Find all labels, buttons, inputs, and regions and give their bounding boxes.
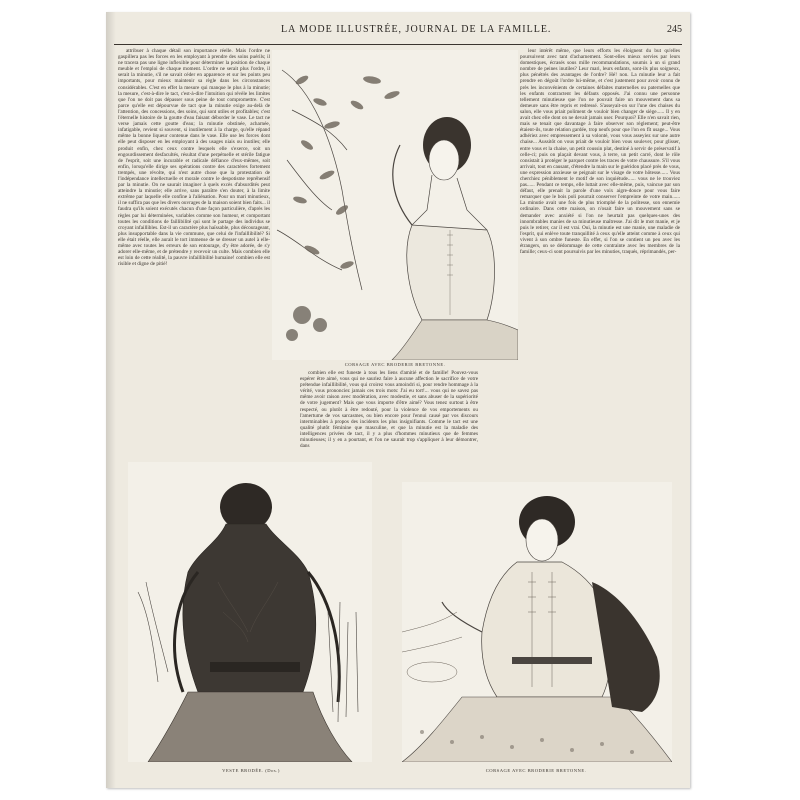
engraving-woman-sewing: [402, 482, 672, 762]
illustration-woman-picking-leaves: [272, 50, 518, 360]
caption-bottom-right: CORSAGE AVEC BRODERIE BRETONNE.: [485, 768, 587, 773]
left-column-text: attribuer à chaque détail son importance réelle. Mais l'ordre ne gaspillera pas les forces en les employant à prendre des soins puérils; il ne tracera pas une ligne inflexible pour déterminer la position de chaque meuble et l'emploi de chaque moment. L'ordre ne serait plus l'ordre, il serait la minutie, s'il ne savait céder en apparence et sur les points peu importants, pour mieux maintenir sa règle dans les circonstances considérables. C'est en effet la mesure qui manque le plus à la minutie; la mesure, c'est-à-dire le tact, c'est-à-dire l'intuition qui révèle les limites que l'on ne doit pas dépasser sous peine de tout compromettre. C'est parce qu'elle est dépourvue de tact que la minutie exige au-delà de l'attention, des concessions, des soins, qui sont utiles et profitables; c'est l'éternelle histoire de la goutte d'eau faisant déborder le vase. Le tact ne verse jamais cette goutte d'eau; la minutie obstinée, acharnée, infatigable, revient si souvent, si inutilement à la charge, qu'elle répand même la bonne liqueur contenue dans le vase. Elle use les forces dont elle peut disposer en les employant à des usages niais ou inutiles; elle produit enfin, chez ceux contre lesquels elle s'exerce, soit un engourdissement desfacultés, résultat d'une perpétuelle et stérile fatigue de l'esprit, soit une incurable et radicale défiance d'eux-mêmes, soit enfin, lorsqu'elle dirige ses opérations contre des caractères fortement trempés, une révolte, qui n'est autre chose que la protestation de l'indépendance intellectuelle et morale contre le despotisme repréhensif par la minutie. On ne saurait imaginer à quels excès d'absurdités peut atteindre la minutie; elle arrive, sans paraître s'en douter, à la limite extrême par laquelle elle confine à l'aliénation. Pour un mari minutieux, il ne suffira pas que les divers ouvrages de la maison soient bien faits... il faudra qu'ils soient exécutés chacun d'une façon particulière, d'après les règles par lui déterminées, variables comme son humeur, et comportant toutes les conditions de faillibilité qui sont le partage des individus se croyant infaillibles. Est-il un caractère plus haïssable, plus décourageant, plus insupportable dans la vie commune, que celui de l'infaillibilité? Si elle était réelle, elle aurait le tort immense de se dresser un autel à elle-même avec toutes les erreurs de son entourage, d'y être adorée, de s'y adorer elle-même, et de prétendre y recevoir un culte. Mais combien elle est loin de cette réalité, la pauvre infaillibilité humaine! combien elle est risible et digne de pitié!: [118, 48, 270, 268]
middle-column-text: combien elle est funeste à tous les liens d'amitié et de famille! Pouvez-vous espérer être aimé, vous qui ne sauriez faire à aucune affection le sacrifice de votre prétendue infaillibilité, vous qui croirez vous amoindri si, pour rendre hommage à la vérité, vous prononciez jamais ces trois mots: J'ai eu tort!... vous qui ne savez pas même avoir raison avec modération, avec modestie, et sans abuser de la supériorité de votre jugement? Mais que vous importe d'être aimé? Vous tenez surtout à être respecté, ou plutôt à être redouté, pour la violence de vos emportements ou l'amertume de vos sarcasmes, ou bien encore pour l'ennui causé par vos discours interminables à propos des incidents les plus insignifiants. Comme le tact est une qualité plutôt féminine que masculine, et que la minutie est la maladie des intelligences privées de tact, il y a plus d'hommes minutieux que de femmes minutieuses; il y en a pourtant, et l'on ne saurait trop s'appliquer à leur démontrer, dans: [300, 370, 478, 450]
page-header: [106, 22, 690, 40]
engraving-woman-branch: [272, 50, 518, 360]
text-column-left: [118, 48, 270, 520]
illustration-embroidered-jacket-back: [128, 462, 372, 762]
text-column-right: [520, 48, 680, 536]
header-rule: [114, 44, 682, 45]
illustration-woman-seated-sewing: [402, 482, 672, 762]
engraving-jacket-back: [128, 462, 372, 762]
caption-bottom-left: VESTE BRODÉE. (Dos.): [222, 768, 280, 773]
right-column-text: leur intérêt même, que leurs efforts les éloignent du but qu'elles poursuivent avec tant d'acharnement. Sont-elles mieux servies par leurs domestiques, écrasés sous mille recommandations, soumis à un si grand nombre de peines inutiles? Leur mari, leurs enfants, sont-ils plus soigneux, plus pénétrés des avantages de l'ordre? Hé! non. La minutie leur a fait prendre en dégoût l'ordre lui-même, et c'est justement pour avoir connu de près les inconvénients de certaines défaites maternelles ou paternelles que les enfants contractent les défauts opposés. J'ai connu une personne tellement minutieuse que l'on ne pouvait faire un mouvement dans sa demeure sans être repris et redressé. S'asseyait-on sur l'une des chaises du salon, elle vous priait poliment de vouloir bien changer de siège...... Il y en avait chez elle dont on ne devait jamais user. Pourquoi? Elle n'en savait rien, mais se tenait que davantage à faire observer son règlement; peut-être étaient-ils, toute relation gardée, trop neufs pour que l'on en fît usage... Vous adhériez avec empressement à sa volonté, vous vous asseyiez sur une autre chaise... Aussitôt on vous priait de vouloir bien vous soulever, pour glisser, entre vous et la chaise, un petit coussin plat, destiné à servir de préservatif à celle-ci; puis on plaçait devant vous, à terre, un petit carré, dont le rôle consistait à protéger le parquet contre les traces de votre chaussure. S'il vous arrivait, tout en causant, d'étendre la main sur le guéridon placé près de vous, une expression anxieuse se peignait sur le visage de votre hôtesse...... Vous cherchiez péniblement le motif de son inquiétude...... vous ne le trouviez pas...... Pendant ce temps, elle luttait avec elle-même, puis, vaincue par son défaut, elle prenait la parole d'une voix aigre-douce pour vous faire remarquer que le bois poli pourrait conserver l'empreinte de votre main...... La minutie avait une fois de plus triomphé de la politesse, son ennemie ordinaire. Dans cette maison, on n'osait faire un mouvement sans se demander avec anxiété si l'on ne heurtait pas quelques-unes des innombrables manies de sa minutieuse maîtresse. J'ai dit le mot manie, et je puis le retirer, car il est vrai. Oui, la minutie est une manie, une maladie de l'esprit, qui enlève toute tranquillité à ceux qu'elle atteint comme à ceux qui vivent à son ombre funeste. En effet, si l'on se contient un peu avec les étrangers, on se dédommage de cette contrainte avec les membres de la famille; ceux-ci sont poursuivis par les minuties, traqués, réprimandés, per-: [520, 48, 680, 256]
journal-title: LA MODE ILLUSTRÉE, JOURNAL DE LA FAMILLE.: [281, 24, 552, 35]
magazine-page: [106, 12, 690, 788]
caption-top: CORSAGE AVEC BRODERIE BRETONNE.: [344, 362, 446, 367]
binding-shadow: [106, 12, 116, 788]
page-number: 245: [667, 24, 682, 35]
